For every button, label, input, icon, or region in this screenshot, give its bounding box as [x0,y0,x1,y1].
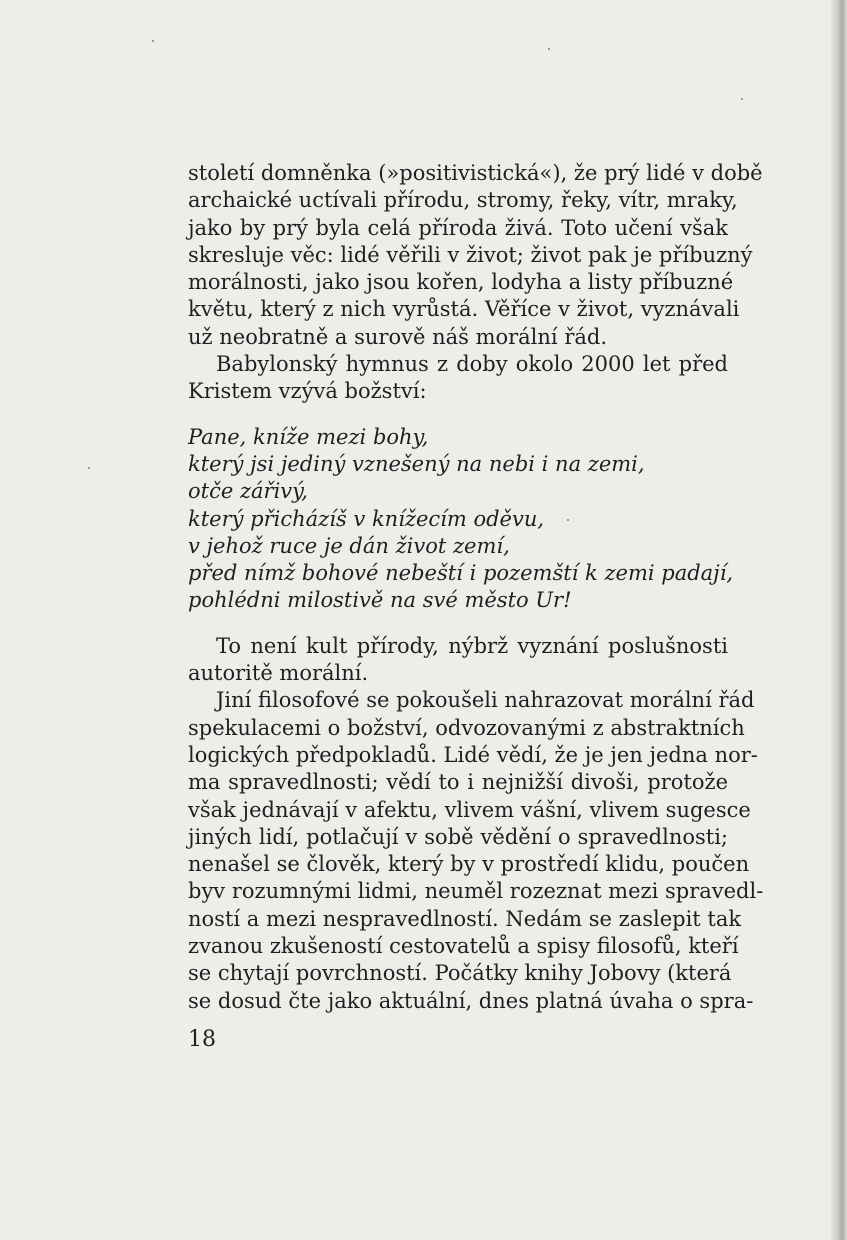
paper-speck [88,467,90,469]
text-line: spekulacemi o božství, odvozovanými z abstraktních [188,715,745,740]
text-line: zvanou zkušeností cestovatelů a spisy filosofů, kteří [188,934,739,959]
text-line: To není kult přírody, nýbrž vyznání poslušnosti [216,633,728,658]
hymn-line: otče zářivý, [188,479,308,504]
hymn-line: před nímž bohové nebeští i pozemští k zemi padají, [188,561,734,586]
page-edge-shadow [831,0,847,1240]
text-line: Jiní filosofové se pokoušeli nahrazovat morální řád [216,688,755,713]
text-line: ností a mezi nespravedlností. Nedám se zaslepit tak [188,906,742,931]
text-line: jako by prý byla celá příroda živá. Toto učení však [188,215,728,240]
text-line: morálnosti, jako jsou kořen, lodyha a listy příbuzné [188,270,734,295]
text-line: už neobratně a surově náš morální řád. [188,324,607,349]
text-line: se dosud čte jako aktuální, dnes platná úvaha o spra- [188,988,754,1013]
paragraph-2 [188,351,728,406]
text-line: se chytají povrchností. Počátky knihy Jobovy (která [188,961,732,986]
text-line: Babylonský hymnus z doby okolo 2000 let před [216,352,728,377]
hymn-line: v jehož ruce je dán život zemí, [188,533,510,558]
text-line: autoritě morální. [188,661,369,686]
paper-speck [741,98,743,100]
page-text [188,160,764,1015]
paragraph-4 [188,687,764,1015]
text-line: nenašel se člověk, který by v prostředí klidu, poučen [188,852,750,877]
text-line: květu, který z nich vyrůstá. Věříce v život, vyznávali [188,297,740,322]
text-line: skresluje věc: lidé věřili v život; život pak je příbuzný [188,242,753,267]
text-line: ma spravedlnosti; vědí to i nejnižší divoši, protože [188,770,728,795]
paragraph-3 [188,633,728,688]
hymn-line: Pane, kníže mezi bohy, [188,424,429,449]
text-line: archaické uctívali přírodu, stromy, řeky, vítr, mraky, [188,188,738,213]
page-number: 18 [188,1027,216,1052]
babylonian-hymn [188,424,734,615]
text-line: Kristem vzývá božství: [188,379,427,404]
paragraph-1 [188,160,763,351]
hymn-line: který jsi jediný vznešený na nebi i na zemi, [188,451,645,476]
text-line: byv rozumnými lidmi, neuměl rozeznat mezi spravedl- [188,879,764,904]
text-line: století domněnka (»positivistická«), že prý lidé v době [188,161,763,185]
paper-speck [152,40,154,42]
hymn-line: který přicházíš v knížecím oděvu, [188,506,545,531]
text-line: logických předpokladů. Lidé vědí, že je jen jedna nor- [188,742,758,767]
paper-speck [548,48,550,50]
text-line: však jednávají v afektu, vlivem vášní, vlivem sugesce [188,797,751,822]
text-line: jiných lidí, potlačují v sobě vědění o spravedlnosti; [188,824,728,849]
hymn-line: pohlédni milostivě na své město Ur! [188,588,572,613]
